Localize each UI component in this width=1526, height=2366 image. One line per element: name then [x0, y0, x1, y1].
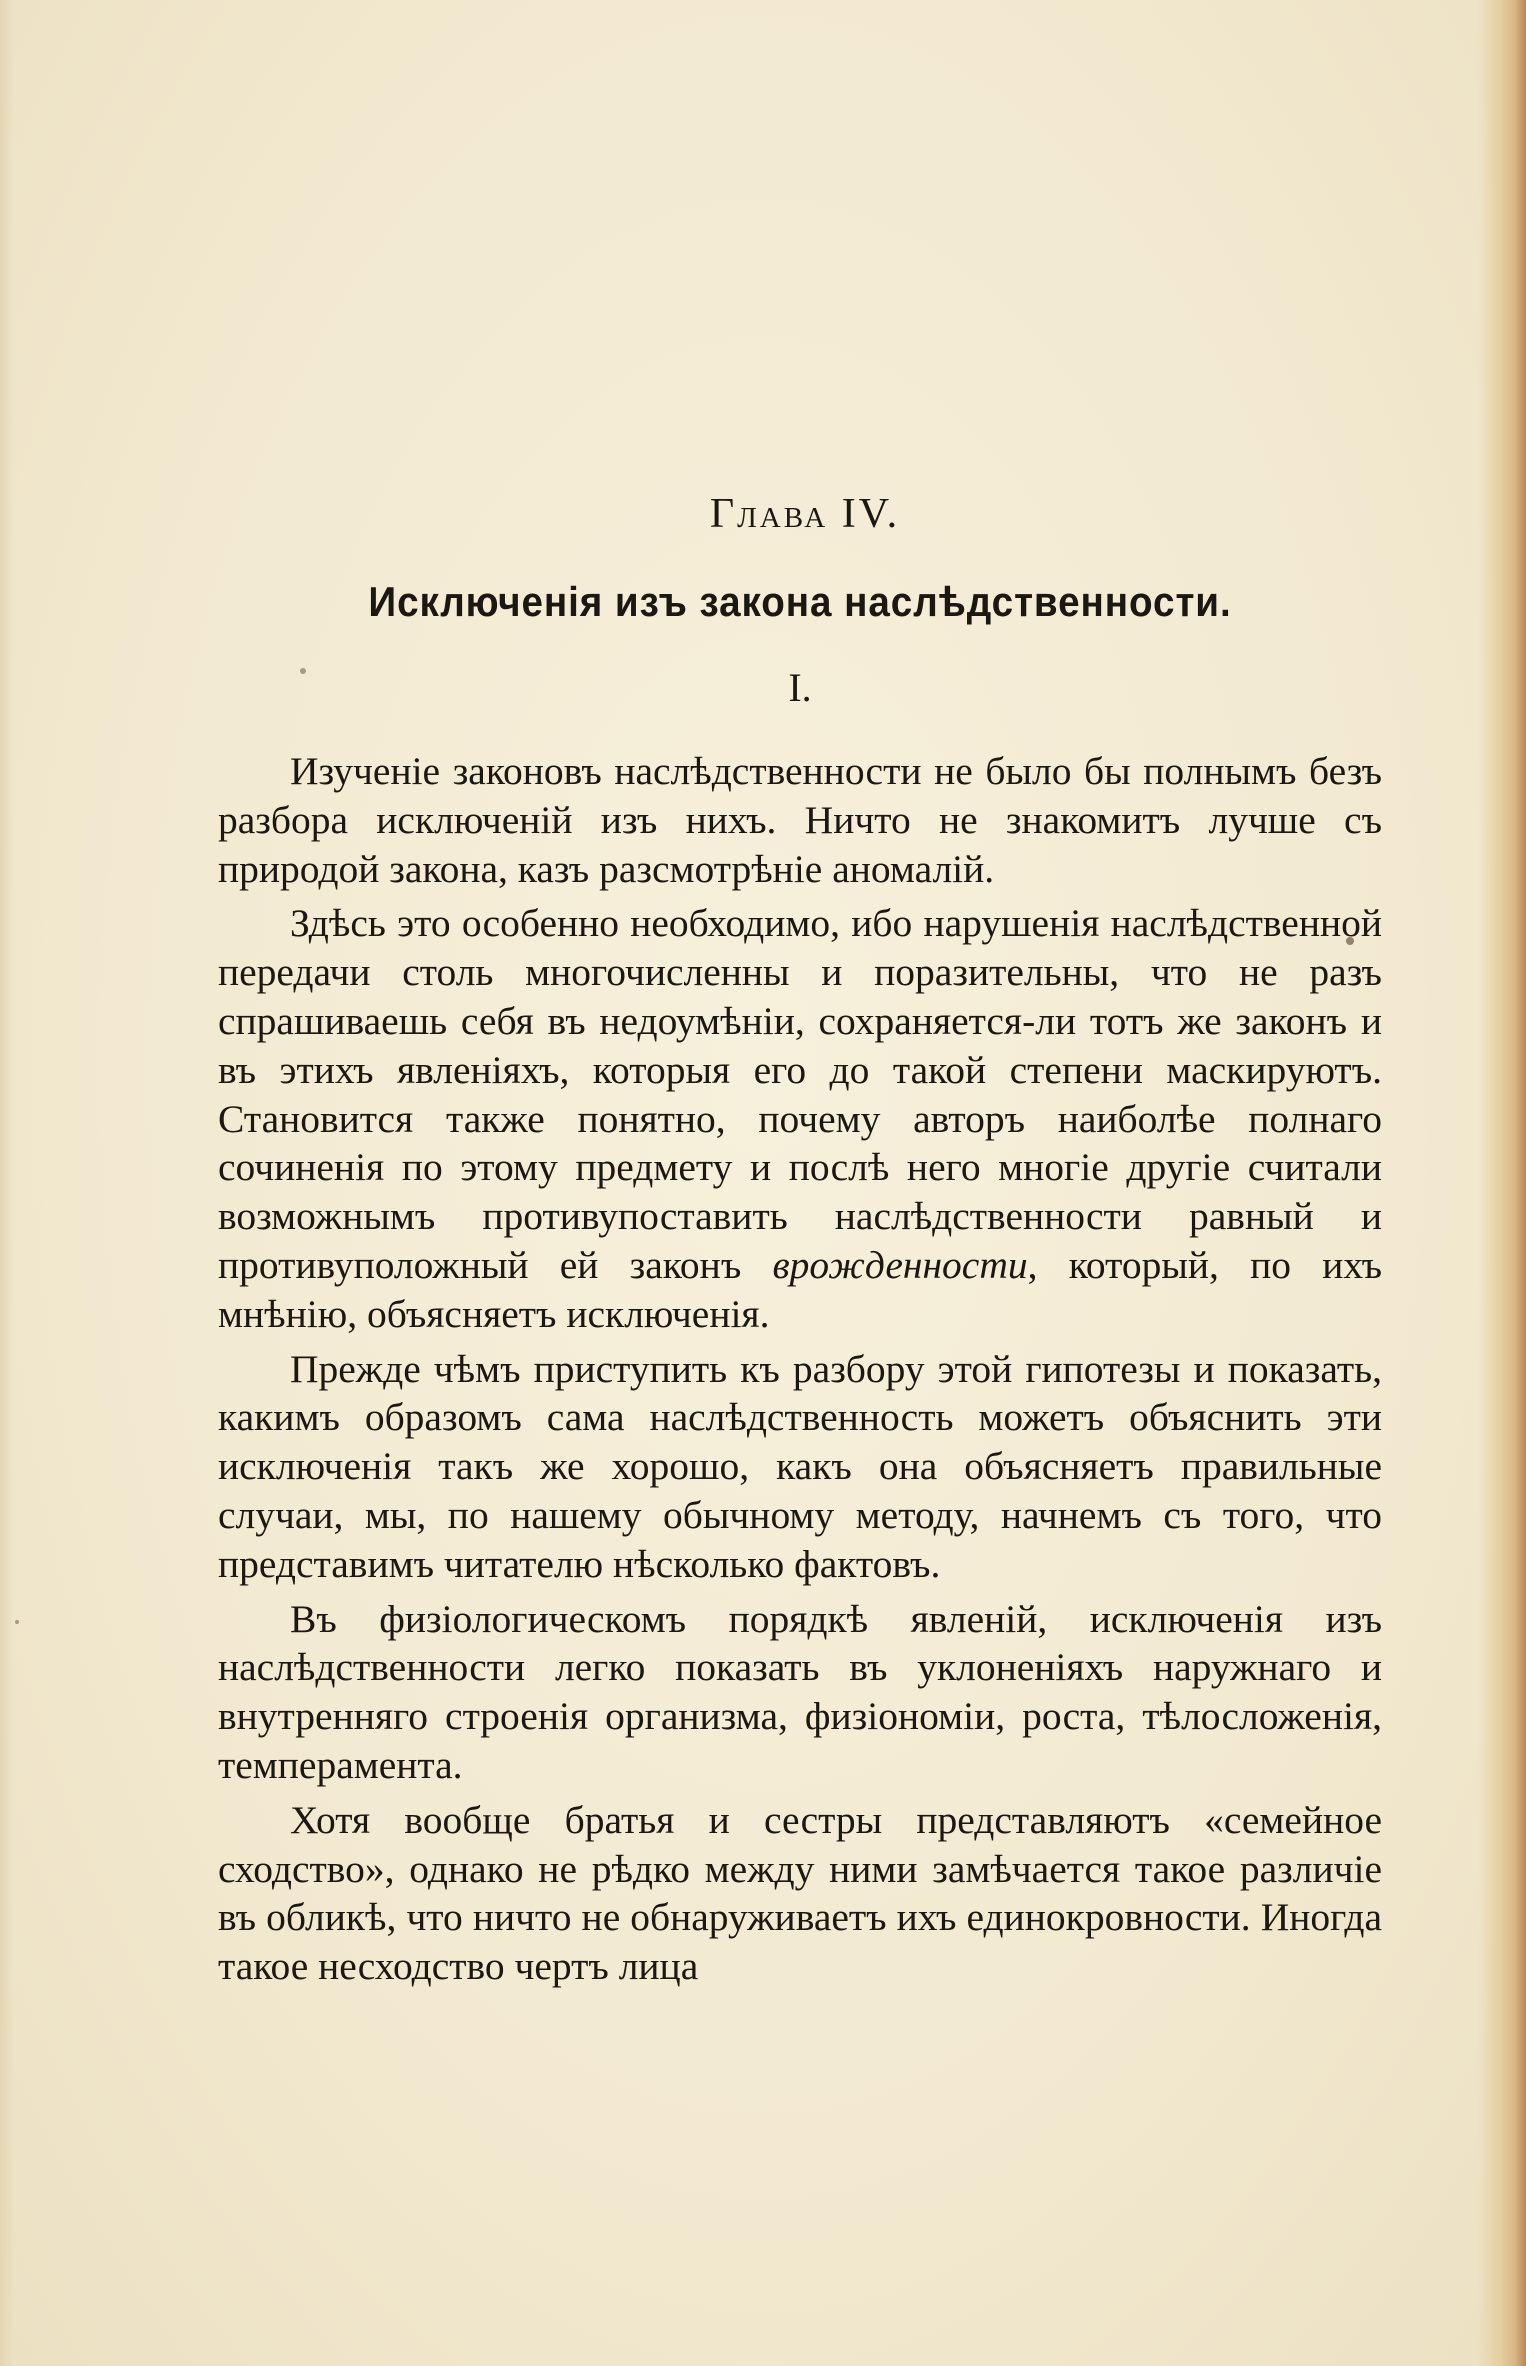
paragraph-3-text: Прежде чѣмъ приступить къ разбору этой гипотезы и показать, какимъ образомъ сама наслѣдственность можетъ объяснить эти исключенія такъ же хорошо, какъ она объясняетъ правильные случаи, мы, по нашему обычному методу, начнемъ съ того, что представимъ читателю нѣсколько фактовъ. [218, 1346, 1382, 1586]
paragraph-1 [218, 747, 1382, 893]
paragraph-2-text-end: , который, по ихъ мнѣнію, объясняетъ исключенія. [218, 1242, 1383, 1336]
ink-speck [15, 1620, 19, 1624]
chapter-label: Глава IV. [709, 491, 901, 537]
page-right-edge-shadow [1478, 0, 1526, 2366]
paragraph-3 [218, 1345, 1382, 1589]
paragraph-1-text: Изученіе законовъ наслѣдственности не было бы полнымъ безъ разбора исключеній изъ нихъ. Ничто не знакомитъ лучше съ природой закона, казъ разсмотрѣніе аномалій. [218, 749, 1382, 891]
page-text-block [218, 490, 1382, 1997]
paragraph-2-emphasis: врожденности [772, 1242, 1028, 1287]
paragraph-4-text: Въ физіологическомъ порядкѣ явленій, исключенія изъ наслѣдственности легко показать въ уклоненіяхъ наружнаго и внутренняго строенія организма, физіономіи, роста, тѣлосложенія, темперамента. [218, 1596, 1382, 1787]
chapter-title: Исключенія изъ закона наслѣдственности. [368, 578, 1232, 625]
paragraph-2 [218, 899, 1382, 1338]
paragraph-5-text: Хотя вообще братья и сестры представляютъ «семейное сходство», однако не рѣдко между ними замѣчается такое различіе въ обликѣ, что ничто не обнаруживаетъ ихъ единокровности. Иногда такое несходство чертъ лица [218, 1797, 1382, 1989]
paragraph-4 [218, 1595, 1382, 1790]
page-left-edge [0, 0, 14, 2366]
paragraph-5 [218, 1796, 1382, 1991]
paragraph-2-text: Здѣсь это особенно необходимо, ибо нарушенія наслѣдственной передачи столь многочисленны и поразительны, что не разъ спрашиваешь себя въ недоумѣніи, сохраняется-ли тотъ же законъ и въ этихъ явленіяхъ, которыя его до такой степени маскируютъ. Становится также понятно, почему авторъ наиболѣе полнаго сочиненія по этому предмету и послѣ него многіе другіе считали возможнымъ противупоставить наслѣдственности равный и противуположный ей законъ [218, 901, 1382, 1287]
section-number: I. [788, 665, 812, 710]
